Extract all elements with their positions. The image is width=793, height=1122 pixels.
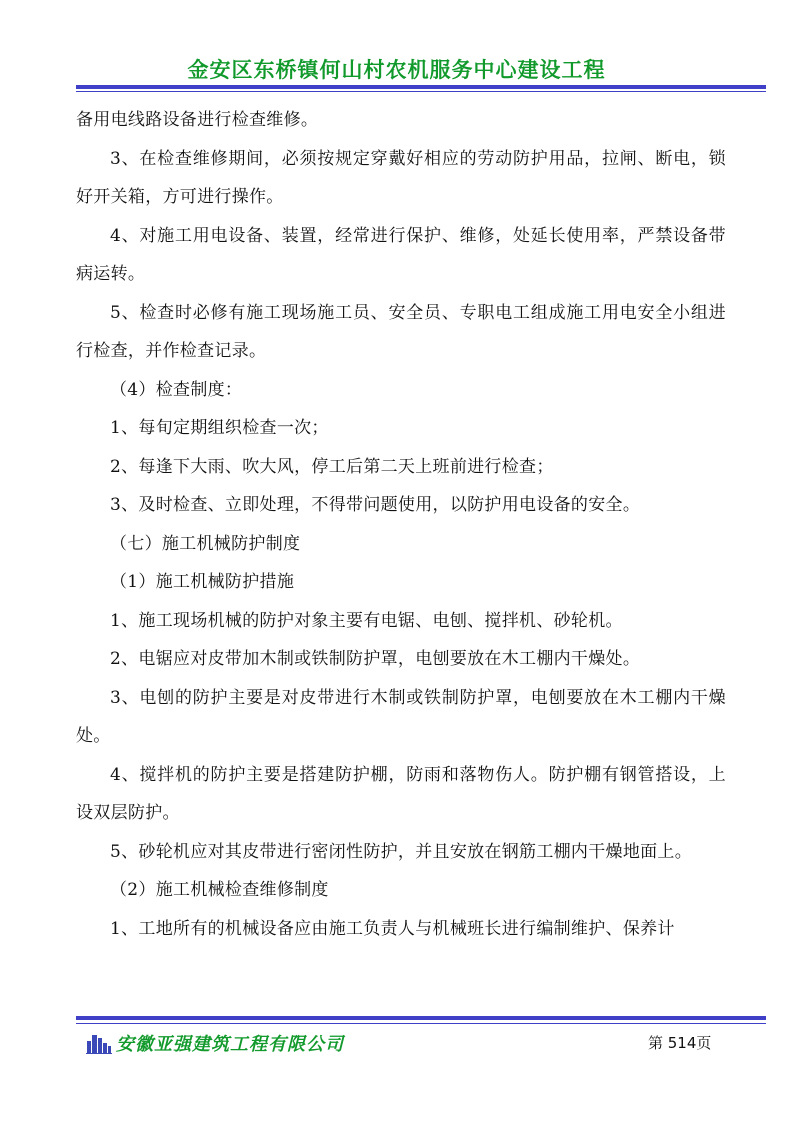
- body-paragraph: 4、对施工用电设备、装置，经常进行保护、维修，处延长使用率，严禁设备带病运转。: [76, 225, 726, 284]
- body-paragraph: 5、砂轮机应对其皮带进行密闭性防护，并且安放在钢筋工棚内干燥地面上。: [110, 841, 693, 862]
- body-paragraph: 2、每逢下大雨、吹大风，停工后第二天上班前进行检查；: [110, 456, 554, 477]
- body-paragraph: 1、每旬定期组织检查一次；: [110, 418, 329, 438]
- body-paragraph: 5、检查时必修有施工现场施工员、安全员、专职电工组成施工用电安全小组进行检查，并作检查记录。: [76, 302, 726, 361]
- body-paragraph: 3、电刨的防护主要是对皮带进行木制或铁制防护罩，电刨要放在木工棚内干燥处。: [76, 687, 726, 746]
- body-paragraph: 1、施工现场机械的防护对象主要有电锯、电刨、搅拌机、砂轮机。: [110, 610, 623, 631]
- body-paragraph: 3、及时检查、立即处理，不得带问题使用，以防护用电设备的安全。: [110, 495, 641, 515]
- page-number: 第 514页: [648, 1034, 712, 1052]
- header-rule-thin: [76, 91, 766, 92]
- header-rule-thick: [76, 85, 766, 89]
- document-body: [76, 101, 726, 948]
- building-logo-icon: [86, 1032, 112, 1054]
- body-paragraph: （七）施工机械防护制度: [110, 533, 301, 554]
- body-paragraph: 2、电锯应对皮带加木制或铁制防护罩，电刨要放在木工棚内干燥处。: [110, 649, 641, 669]
- body-paragraph: 1、工地所有的机械设备应由施工负责人与机械班长进行编制维护、保养计: [110, 918, 675, 939]
- footer-rule-thick: [76, 1016, 766, 1020]
- header-title: 金安区东桥镇何山村农机服务中心建设工程: [187, 58, 606, 82]
- body-paragraph: （4）检查制度：: [110, 379, 243, 400]
- footer-company-block: [86, 1031, 344, 1055]
- company-name: 安徽亚强建筑工程有限公司: [116, 1034, 344, 1055]
- body-paragraph: 4、搅拌机的防护主要是搭建防护棚，防雨和落物伤人。防护棚有钢管搭设，上设双层防护。: [76, 764, 726, 823]
- body-paragraph: （1）施工机械防护措施: [110, 572, 295, 592]
- footer-rule-thin: [76, 1023, 766, 1024]
- body-paragraph: （2）施工机械检查维修制度: [110, 880, 329, 900]
- body-paragraph: 备用电线路设备进行检查维修。: [76, 110, 319, 130]
- body-paragraph: 3、在检查维修期间，必须按规定穿戴好相应的劳动防护用品，拉闸、断电，锁好开关箱，方可进行操作。: [76, 148, 726, 207]
